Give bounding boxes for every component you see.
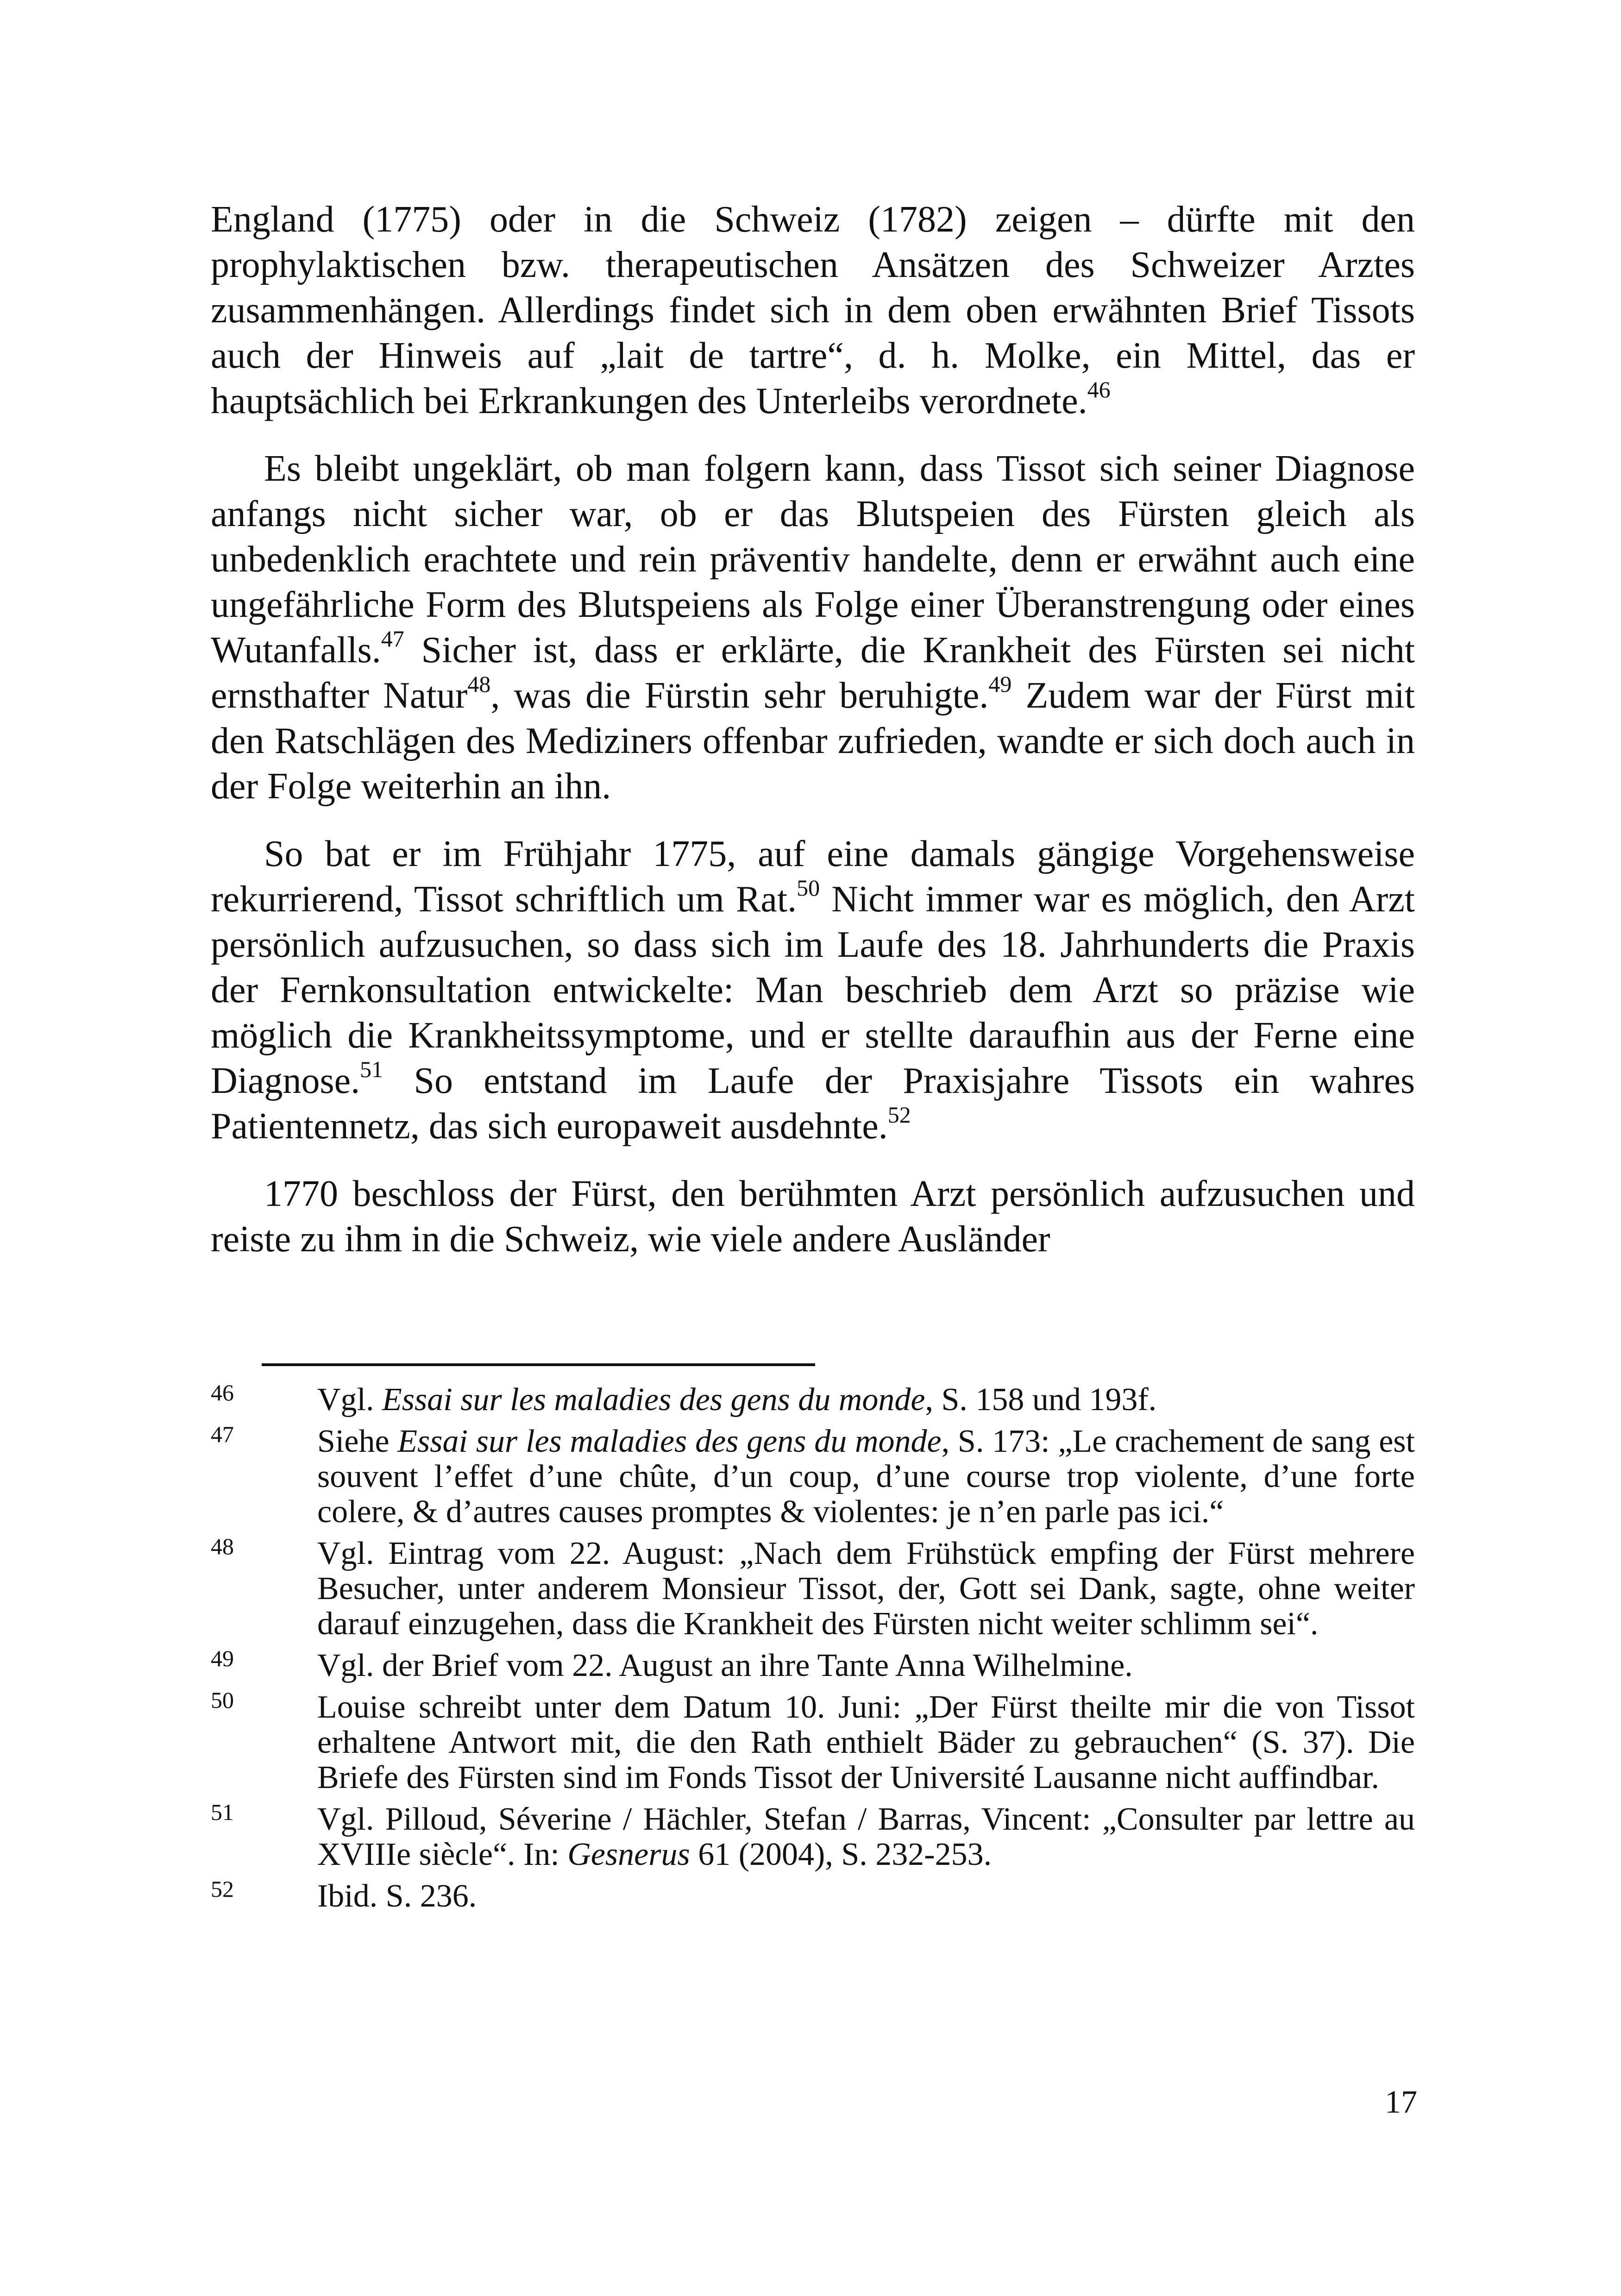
text-run: So entstand im Laufe der Praxisjahre Tissots ein wahres Patientennetz, das sich europaweit ausdehnte. <box>211 1060 1415 1147</box>
text-run: 1770 beschloss der Fürst, den berühmten Arzt persönlich aufzusuchen und reiste zu ihm in die Schweiz, wie viele andere Ausländer <box>211 1173 1415 1260</box>
paragraph <box>211 197 1415 424</box>
footnote-ref: 50 <box>797 875 820 901</box>
paragraph <box>211 831 1415 1149</box>
footnote <box>211 1533 1415 1642</box>
text-run: , was die Fürstin sehr beruhigte. <box>490 675 989 716</box>
page-number: 17 <box>1385 2084 1417 2120</box>
body-text <box>211 197 1415 1284</box>
text-run: England (1775) oder in die Schweiz (1782) zeigen – dürfte mit den prophylaktischen bzw. therapeutischen Ansätzen des Schweizer Arztes zusammenhängen. Allerdings findet sich in dem oben erwähnten Brief Tissots auch der Hinweis auf „lait de tartre“, d. h. Molke, ein Mittel, das er hauptsächlich bei Erkrankungen des Unterleibs verordnete. <box>211 199 1415 421</box>
footnote-number: 46 <box>211 1380 234 1405</box>
footnote <box>211 1645 1415 1683</box>
text-run: Ibid. S. 236. <box>317 1878 477 1914</box>
text-run: Es bleibt ungeklärt, ob man folgern kann, dass Tissot sich seiner Diagnose anfangs nicht sicher war, ob er das Blutspeien des Fürsten gleich als unbedenklich erachtete und rein präventiv handelte, denn er erwähnt auch eine ungefährliche Form des Blutspeiens als Folge einer Überanstrengung oder eines Wutanfalls. <box>211 448 1415 671</box>
footnote-number: 47 <box>211 1421 234 1447</box>
italic-title: Essai sur les maladies des gens du monde <box>382 1382 925 1418</box>
text-run: , S. 173: „Le crachement de sang est souvent l’effet d’une chûte, d’un coup, d’une course trop violente, d’une forte colere, & d’autres causes promptes & violentes: je n’en parle pas ici.“ <box>317 1424 1415 1530</box>
paragraph <box>211 446 1415 809</box>
italic-title: Gesnerus <box>567 1837 690 1872</box>
text-run: Zudem war der Fürst mit den Ratschlägen des Mediziners offenbar zufrieden, wandte er sich doch auch in der Folge weiterhin an ihn. <box>211 675 1415 807</box>
text-run: Vgl. Eintrag vom 22. August: „Nach dem Frühstück empfing der Fürst mehrere Besucher, unter anderem Monsieur Tissot, der, Gott sei Dank, sagte, ohne weiter darauf einzugehen, dass die Krankheit des Fürsten nicht weiter schlimm sei“. <box>317 1536 1415 1642</box>
text-run: Louise schreibt unter dem Datum 10. Juni: „Der Fürst theilte mir die von Tissot erhaltene Antwort mit, die den Rath enthielt Bäder zu gebrauchen“ (S. 37). Die Briefe des Fürsten sind im Fonds Tissot der Université Lausanne nicht auffindbar. <box>317 1689 1415 1795</box>
text-run: Siehe <box>317 1424 398 1459</box>
text-run: 61 (2004), S. 232-253. <box>690 1837 992 1872</box>
text-run: Sicher ist, dass er erklärte, die Krankheit des Fürsten sei nicht ernsthafter Natur <box>211 630 1415 716</box>
footnote-number: 51 <box>211 1799 234 1825</box>
footnote-ref: 46 <box>1087 376 1111 402</box>
footnote <box>211 1687 1415 1795</box>
footnote <box>211 1799 1415 1872</box>
footnote <box>211 1876 1415 1914</box>
footnote-number: 49 <box>211 1645 234 1671</box>
footnote <box>211 1421 1415 1530</box>
footnote-ref: 49 <box>988 671 1012 697</box>
text-run: So bat er im Frühjahr 1775, auf eine damals gängige Vorgehensweise rekurrierend, Tissot schriftlich um Rat. <box>211 834 1415 920</box>
footnotes <box>211 1382 1415 1920</box>
paragraph <box>211 1171 1415 1262</box>
footnote-number: 52 <box>211 1876 234 1902</box>
text-run: Vgl. Pilloud, Séverine / Hächler, Stefan / Barras, Vincent: „Consulter par lettre au XVIIIe siècle“. In: <box>317 1801 1415 1872</box>
text-run: Nicht immer war es möglich, den Arzt persönlich aufzusuchen, so dass sich im Laufe des 18. Jahrhunderts die Praxis der Fernkonsultation entwickelte: Man beschrieb dem Arzt so präzise wie möglich die Krankheitssymptome, und er stellte daraufhin aus der Ferne eine Diagnose. <box>211 879 1415 1101</box>
footnote-ref: 51 <box>360 1056 383 1082</box>
footnote <box>211 1382 1415 1418</box>
footnote-separator <box>262 1363 815 1366</box>
footnote-number: 50 <box>211 1687 234 1713</box>
text-run: , S. 158 und 193f. <box>925 1382 1157 1418</box>
text-run: Vgl. <box>317 1382 382 1418</box>
footnote-ref: 52 <box>887 1102 911 1128</box>
footnote-number: 48 <box>211 1533 234 1559</box>
text-run: Vgl. der Brief vom 22. August an ihre Tante Anna Wilhelmine. <box>317 1648 1133 1683</box>
footnote-ref: 47 <box>381 626 404 652</box>
italic-title: Essai sur les maladies des gens du monde <box>397 1424 942 1459</box>
footnote-ref: 48 <box>467 671 491 697</box>
